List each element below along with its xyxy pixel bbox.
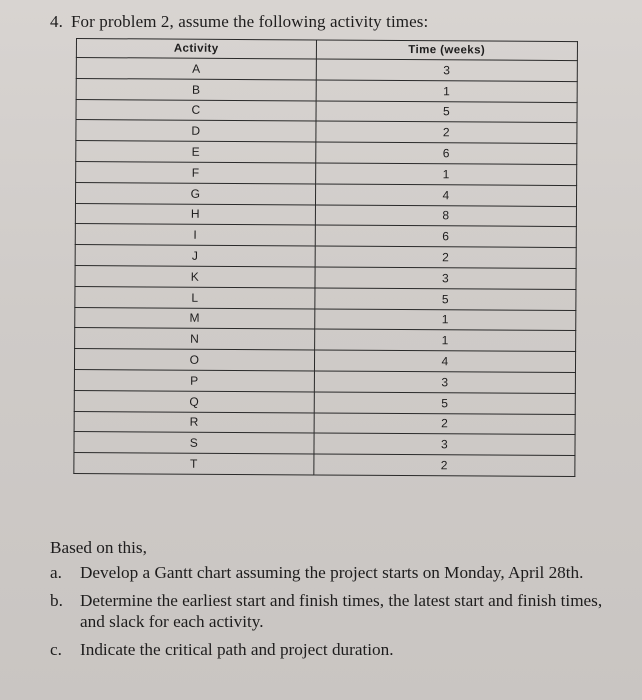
time-cell: 3 [315, 267, 577, 289]
time-cell: 1 [314, 329, 576, 351]
activity-cell: K [75, 265, 315, 287]
problem-number: 4. [50, 12, 63, 31]
task-a [50, 562, 622, 583]
task-label: c. [50, 640, 62, 659]
time-cell: 3 [314, 371, 576, 393]
time-cell: 1 [316, 80, 578, 102]
task-b [50, 590, 622, 632]
activity-cell: D [76, 120, 316, 142]
task-c [50, 639, 622, 660]
time-cell: 2 [313, 454, 575, 476]
activity-cell: I [75, 224, 315, 246]
activity-column-header: Activity [76, 39, 316, 59]
task-text: Determine the earliest start and finish times, the latest start and finish times, and slack for each activity. [80, 591, 603, 631]
activity-cell: P [74, 369, 314, 391]
activity-cell: T [74, 453, 314, 475]
time-cell: 8 [315, 205, 577, 227]
time-cell: 4 [315, 184, 577, 206]
activity-cell: O [74, 349, 314, 371]
activity-cell: C [76, 99, 316, 121]
time-cell: 5 [316, 101, 578, 123]
task-label: b. [50, 591, 63, 610]
activity-cell: B [76, 78, 316, 100]
time-cell: 5 [314, 392, 576, 414]
activity-cell: Q [74, 390, 314, 412]
activity-cell: H [75, 203, 315, 225]
time-cell: 6 [315, 142, 577, 164]
activity-cell: F [76, 161, 316, 183]
task-label: a. [50, 563, 62, 582]
instructions [50, 537, 622, 667]
activity-cell: E [76, 141, 316, 163]
time-cell: 1 [315, 163, 577, 185]
task-text: Develop a Gantt chart assuming the project starts on Monday, April 28th. [80, 563, 584, 582]
activity-cell: L [75, 286, 315, 308]
table-row [74, 453, 575, 477]
task-text: Indicate the critical path and project duration. [80, 640, 394, 659]
activity-cell: A [76, 58, 316, 80]
time-cell: 2 [315, 121, 577, 143]
time-cell: 3 [314, 433, 576, 455]
activity-cell: M [75, 307, 315, 329]
problem-text: For problem 2, assume the following activity times: [70, 12, 429, 31]
activity-cell: G [75, 182, 315, 204]
problem-statement [50, 12, 428, 32]
time-cell: 2 [315, 246, 577, 268]
time-cell: 6 [315, 225, 577, 247]
time-column-header: Time (weeks) [316, 40, 578, 61]
activity-cell: J [75, 245, 315, 267]
time-cell: 2 [314, 413, 576, 435]
activity-table-wrapper [73, 38, 578, 477]
activity-cell: R [74, 411, 314, 433]
intro-text: Based on this, [50, 538, 147, 557]
time-cell: 3 [316, 59, 578, 81]
activity-cell: S [74, 432, 314, 454]
table-body [74, 58, 578, 477]
time-cell: 1 [314, 309, 576, 331]
activity-cell: N [75, 328, 315, 350]
time-cell: 4 [314, 350, 576, 372]
time-cell: 5 [314, 288, 576, 310]
activity-table [73, 38, 578, 477]
